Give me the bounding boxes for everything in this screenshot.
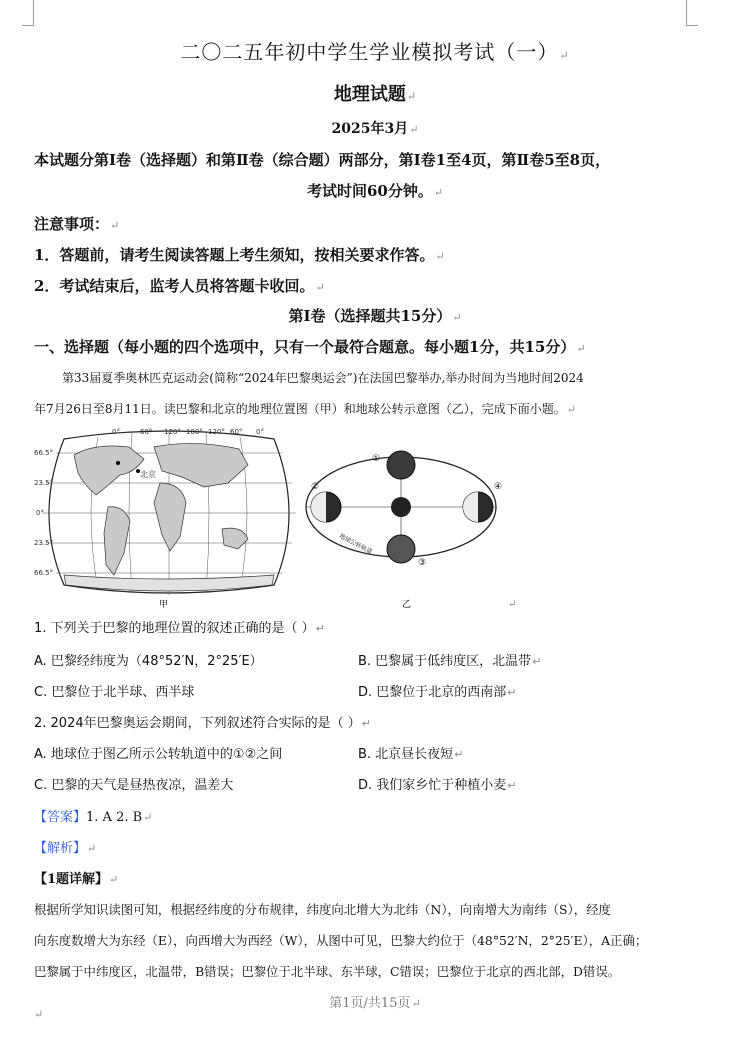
exam-date: 2025年3月↵ — [331, 121, 419, 137]
question-1-option-a: A. 巴黎经纬度为（48°52′N，2°25′E） — [34, 654, 263, 669]
question-2-option-b: B. 北京昼长夜短↵ — [358, 747, 464, 762]
question-2-option-d: D. 我们家乡忙于种植小麦↵ — [358, 778, 517, 793]
sun — [391, 497, 411, 517]
exam-title: 二〇二五年初中学生学业模拟考试（一）↵ — [180, 40, 570, 64]
map-lon-label: 120° — [164, 428, 181, 436]
orbit-diagram — [306, 451, 502, 568]
crop-mark-top-right — [686, 0, 698, 26]
figure-block — [34, 425, 534, 610]
orbit-label-2: ② — [311, 482, 320, 492]
map-lat-label: 0° — [36, 509, 44, 517]
question-1-option-b: B. 巴黎属于低纬度区，北温带↵ — [358, 654, 542, 669]
map-lat-label: 66.5° — [34, 569, 54, 577]
section-heading: 一、选择题（每小题的四个选项中，只有一个最符合题意。每小题1分，共15分）↵ — [34, 338, 586, 356]
instruction-line-2: 考试时间60分钟。↵ — [306, 182, 444, 200]
earth-position-1 — [387, 451, 415, 479]
map-lon-label: 120° — [208, 428, 225, 436]
page-footer: 第1页/共15页↵ — [329, 996, 421, 1011]
intro-line-1: 第33届夏季奥林匹克运动会(简称“2024年巴黎奥运会”)在法国巴黎举办,举办时间为当地时间2024 — [62, 371, 584, 385]
crop-mark-top-left — [22, 0, 34, 26]
analysis-tag: 【解析】↵ — [34, 841, 97, 856]
map-lon-label: 0° — [256, 428, 264, 436]
paris-marker — [116, 461, 120, 465]
map-lon-label: 180° — [186, 428, 203, 436]
instruction-line-1: 本试题分第Ⅰ卷（选择题）和第Ⅱ卷（综合题）两部分，第Ⅰ卷1至4页，第Ⅱ卷5至8页， — [34, 151, 611, 169]
question-2-option-a: A. 地球位于图乙所示公转轨道中的①②之间 — [34, 747, 283, 762]
figure-svg — [34, 425, 534, 610]
detail-line-2: 向东度数增大为东经（E），向西增大为西经（W），从图中可见，巴黎大约位于（48°52′N，2°25′E），A正确； — [34, 933, 648, 948]
subject-title: 地理试题↵ — [333, 84, 417, 105]
orbit-label-4: ④ — [494, 482, 503, 492]
question-1-option-c: C. 巴黎位于北半球、西半球 — [34, 685, 195, 700]
orbit-label-3: ③ — [418, 558, 427, 568]
map-city-label: 北京 — [140, 470, 156, 479]
earth-position-3 — [387, 535, 415, 563]
answer-text: 1. A 2. B — [86, 810, 143, 825]
detail-line-3: 巴黎属于中纬度区，北温带，B错误；巴黎位于北半球、东半球，C错误；巴黎位于北京的西北部，D错误。 — [34, 964, 621, 979]
map-lon-label: 60° — [230, 428, 243, 436]
world-map — [34, 428, 296, 595]
notice-item-2: 2．考试结束后，监考人员将答题卡收回。↵ — [34, 277, 325, 295]
map-lat-label: 23.5° — [34, 479, 54, 487]
map-caption: 甲 — [159, 600, 169, 610]
intro-line-2: 年7月26日至8月11日。读巴黎和北京的地理位置图（甲）和地球公转示意图（乙），完成下面小题。↵ — [34, 402, 577, 416]
question-2-stem: 2. 2024年巴黎奥运会期间，下列叙述符合实际的是（ ）↵ — [34, 716, 371, 731]
part-title: 第Ⅰ卷（选择题共15分）↵ — [288, 307, 462, 325]
question-1-option-d: D. 巴黎位于北京的西南部↵ — [358, 685, 517, 700]
orbit-caption: 地球公转轨道 — [338, 532, 374, 556]
detail-title: 【1题详解】↵ — [34, 872, 119, 887]
notice-title: 注意事项：↵ — [34, 215, 120, 233]
map-lon-label: 60° — [140, 428, 153, 436]
question-1-stem: 1. 下列关于巴黎的地理位置的叙述正确的是（ ）↵ — [34, 621, 325, 636]
map-lon-label: 0° — [112, 428, 120, 436]
orbit-label-1: ① — [372, 454, 381, 464]
map-lat-label: 23.5° — [34, 539, 54, 547]
orbit-caption-label: 乙 — [402, 600, 412, 610]
map-lat-label: 66.5° — [34, 449, 54, 457]
paragraph-mark: ↵ — [508, 599, 517, 610]
answer-tag: 【答案】 — [34, 810, 87, 825]
answer-line: 【答案】1. A 2. B↵ — [34, 810, 153, 825]
beijing-marker — [136, 469, 140, 473]
paragraph-mark: ↵ — [34, 1008, 44, 1021]
detail-line-1: 根据所学知识读图可知，根据经纬度的分布规律，纬度向北增大为北纬（N），向南增大为南纬（S），经度 — [34, 902, 611, 917]
notice-item-1: 1．答题前，请考生阅读答题上考生须知，按相关要求作答。↵ — [34, 246, 445, 264]
question-2-option-c: C. 巴黎的天气是昼热夜凉，温差大 — [34, 778, 234, 793]
